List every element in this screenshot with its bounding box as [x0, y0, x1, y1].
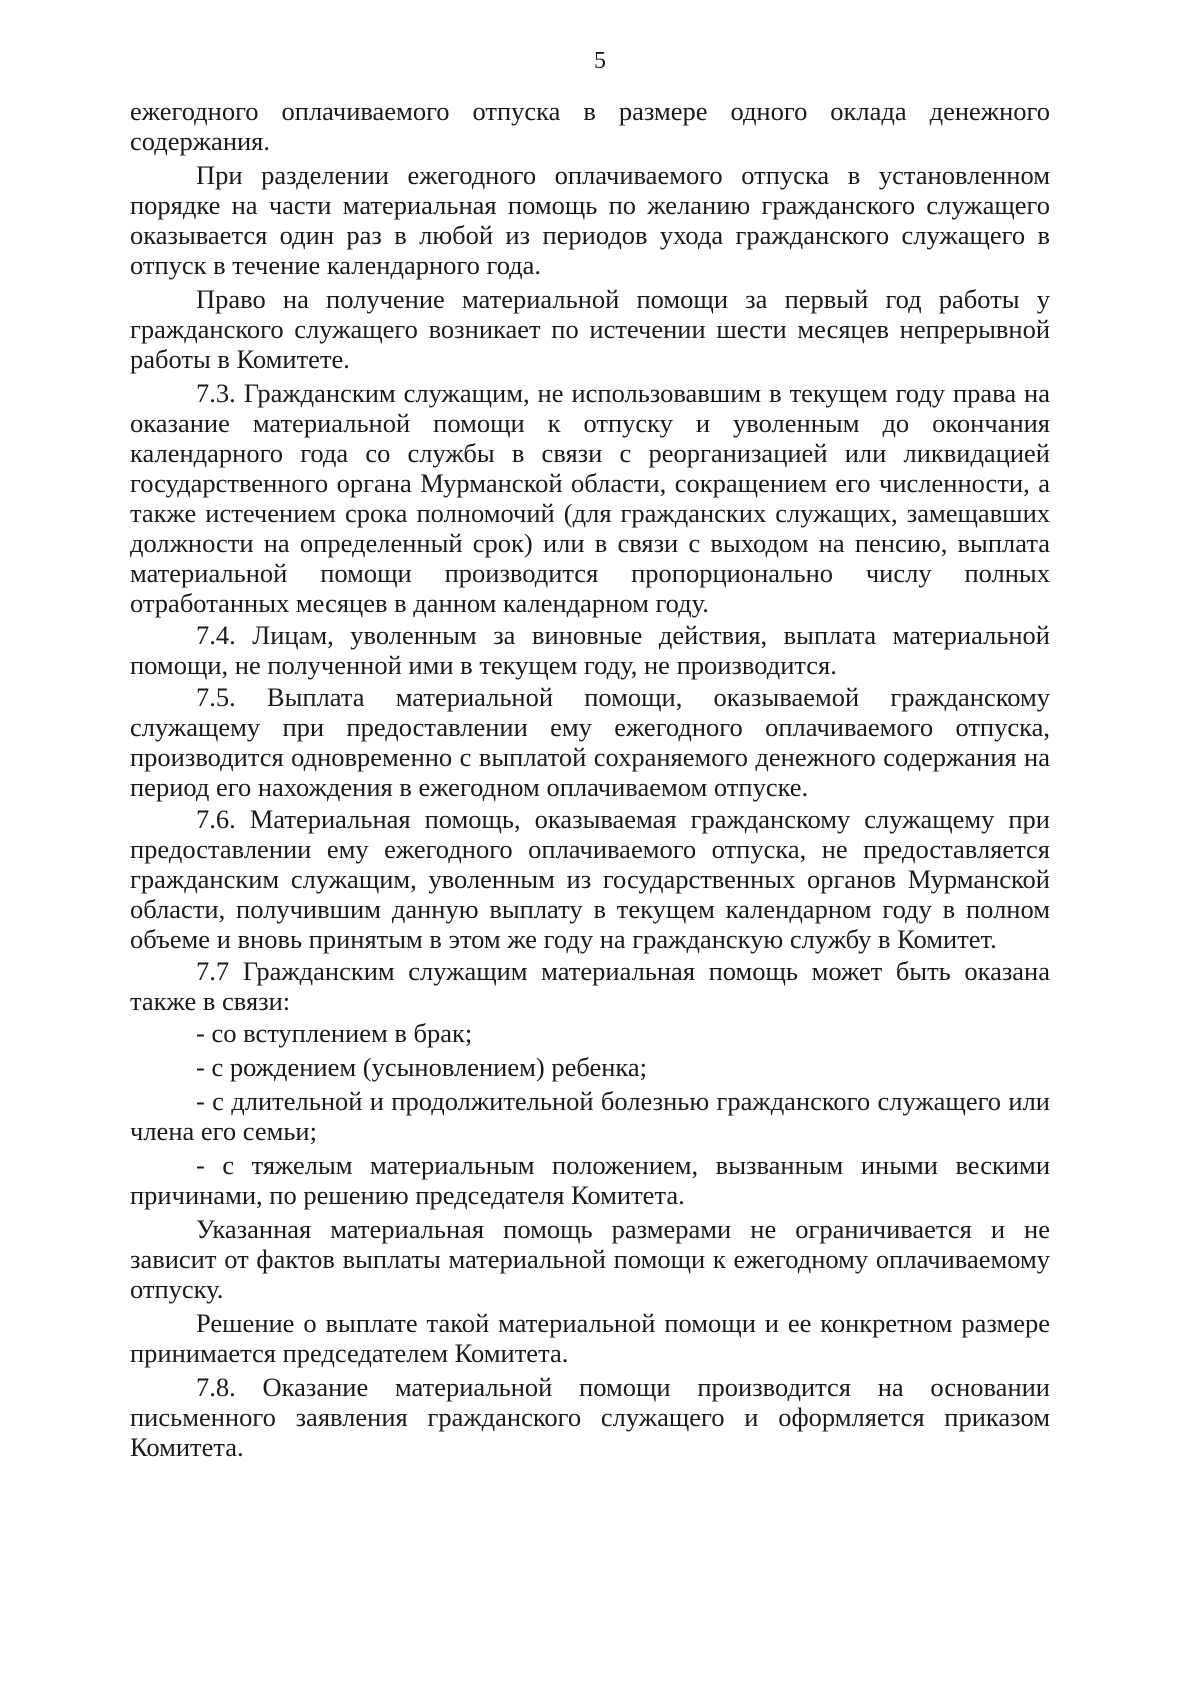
paragraph-7-6: 7.6. Материальная помощь, оказываемая гражданскому служащему при предоставлении ему ежегодного оплачиваемого отпуска, не предоставляется гражданским служащим, уволенным из государственных органов Мурманской области, получившим данную выплату в текущем календарном году в полном объеме и вновь принятым в этом же году на гражданскую службу в Комитет. — [130, 804, 1050, 954]
paragraph-decision: Решение о выплате такой материальной помощи и ее конкретном размере принимается председателем Комитета. — [130, 1308, 1050, 1368]
paragraph-7-5: 7.5. Выплата материальной помощи, оказываемой гражданскому служащему при предоставлении ему ежегодного оплачиваемого отпуска, производится одновременно с выплатой сохраняемого денежного содержания на период его нахождения в ежегодном оплачиваемом отпуске. — [130, 682, 1050, 802]
paragraph-7-4: 7.4. Лицам, уволенным за виновные действия, выплата материальной помощи, не полученной ими в текущем году, не производится. — [130, 620, 1050, 680]
list-item-hardship: - с тяжелым материальным положением, вызванным иными вескими причинами, по решению председателя Комитета. — [130, 1150, 1050, 1210]
paragraph-first-year-right: Право на получение материальной помощи за первый год работы у гражданского служащего возникает по истечении шести месяцев непрерывной работы в Комитете. — [130, 284, 1050, 374]
paragraph-7-3: 7.3. Гражданским служащим, не использовавшим в текущем году права на оказание материальной помощи к отпуску и уволенным до окончания календарного года со службы в связи с реорганизацией или ликвидацией государственного органа Мурманской области, сокращением его численности, а также истечением срока полномочий (для гражданских служащих, замещавших должности на определенный срок) или в связи с выходом на пенсию, выплата материальной помощи производится пропорционально числу полных отработанных месяцев в данном календарном году. — [130, 378, 1050, 618]
paragraph-unlimited-amount: Указанная материальная помощь размерами не ограничивается и не зависит от фактов выплаты материальной помощи к ежегодному оплачиваемому отпуску. — [130, 1214, 1050, 1304]
list-item-marriage: - со вступлением в брак; — [196, 1018, 473, 1048]
paragraph-continuation: ежегодного оплачиваемого отпуска в размере одного оклада денежного содержания. — [130, 96, 1050, 156]
paragraph-vacation-split: При разделении ежегодного оплачиваемого отпуска в установленном порядке на части материальная помощь по желанию гражданского служащего оказывается один раз в любой из периодов ухода гражданского служащего в отпуск в течение календарного года. — [130, 160, 1050, 280]
list-item-childbirth: - с рождением (усыновлением) ребенка; — [196, 1052, 648, 1082]
list-item-illness: - с длительной и продолжительной болезнью гражданского служащего или члена его семьи; — [130, 1086, 1050, 1146]
paragraph-7-7: 7.7 Гражданским служащим материальная помощь может быть оказана также в связи: — [130, 956, 1050, 1016]
document-body — [130, 96, 1050, 1466]
page-number: 5 — [594, 48, 606, 74]
paragraph-7-8: 7.8. Оказание материальной помощи производится на основании письменного заявления гражданского служащего и оформляется приказом Комитета. — [130, 1372, 1050, 1462]
